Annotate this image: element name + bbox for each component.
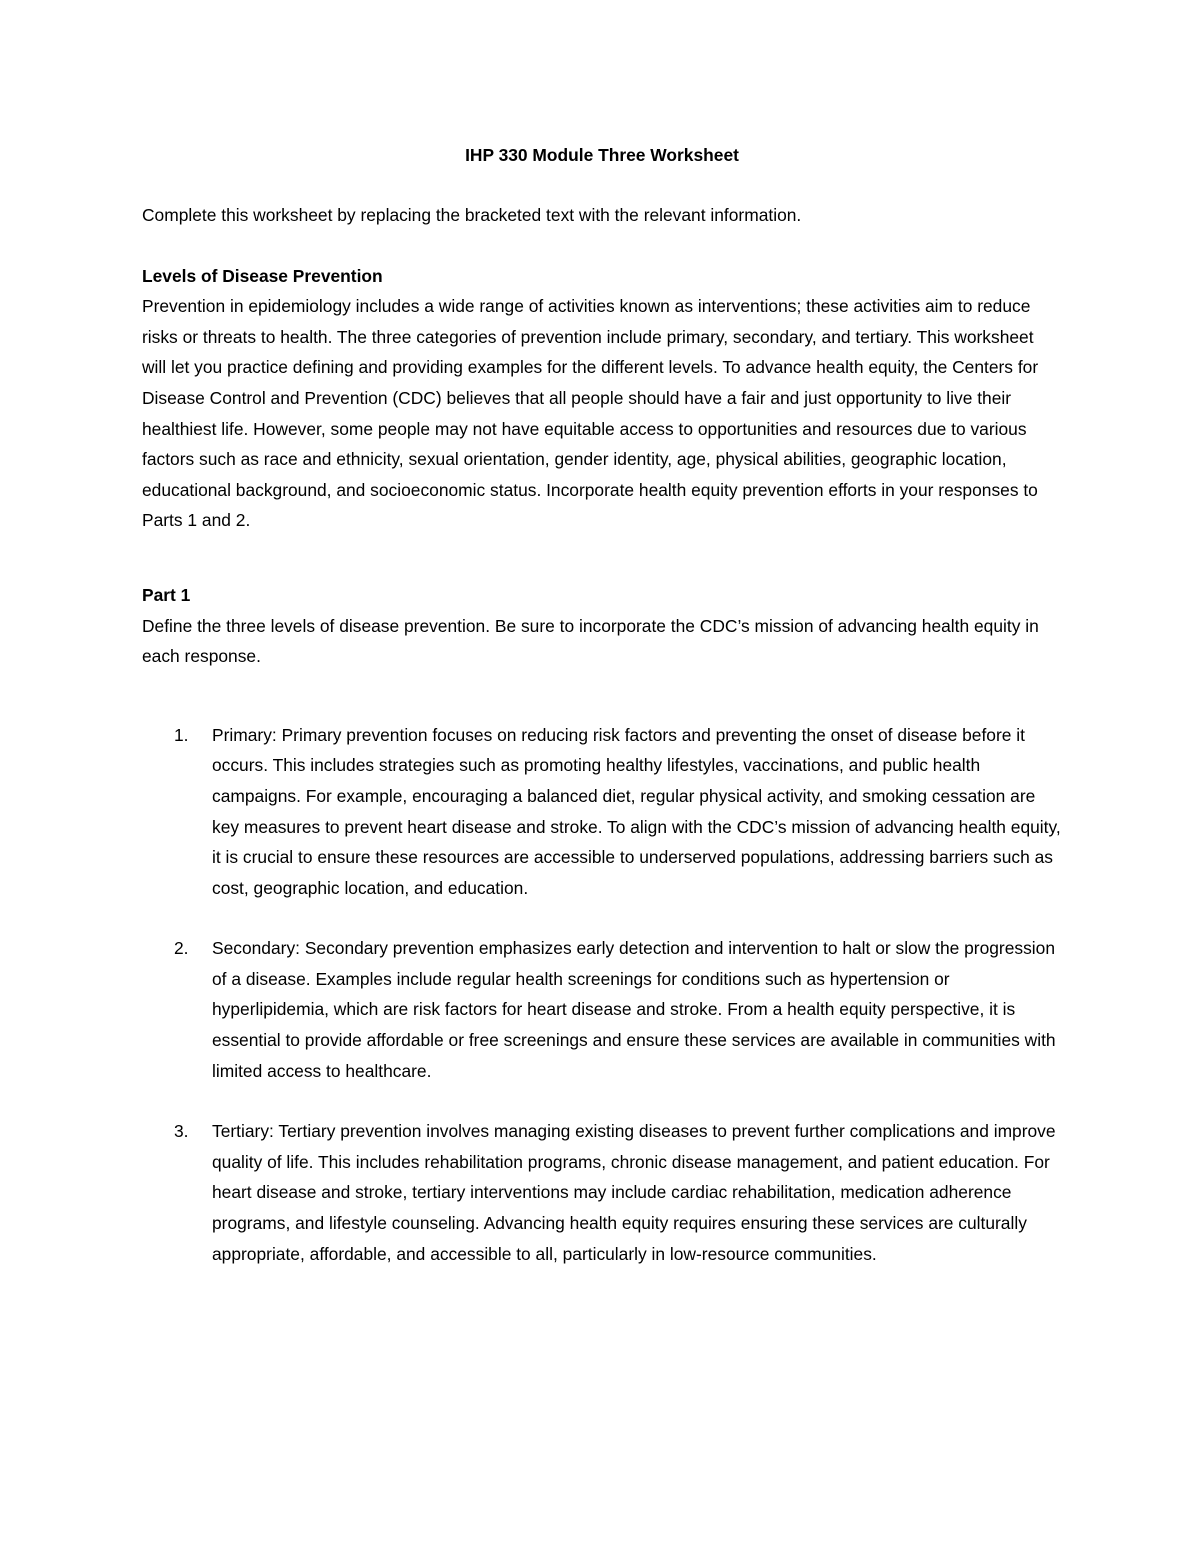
section-intro-text: Prevention in epidemiology includes a wide range of activities known as interventions; these activities aim to reduce risks or threats to health. The three categories of prevention include primary, secondary, and tertiary. This worksheet will let you practice defining and providing examples for the different levels. To advance health equity, the Centers for Disease Control and Prevention (CDC) believes that all people should have a fair and just opportunity to live their healthiest life. However, some people may not have equitable access to opportunities and resources due to various factors such as race and ethnicity, sexual orientation, gender identity, age, physical abilities, geographic location, educational background, and socioeconomic status. Incorporate health equity prevention efforts in your responses to Parts 1 and 2.: [142, 296, 1039, 531]
document-title: IHP 330 Module Three Worksheet: [465, 145, 739, 165]
list-item-text: Primary prevention focuses on reducing risk factors and preventing the onset of disease before it occurs. This includes strategies such as promoting healthy lifestyles, vaccinations, and public health campaigns. For example, encouraging a balanced diet, regular physical activity, and smoking cessation are key measures to prevent heart disease and stroke. To align with the CDC’s mission of advancing health equity, it is crucial to ensure these resources are accessible to underserved populations, addressing barriers such as cost, geographic location, and education.: [212, 724, 1061, 898]
part-1-prompt: Define the three levels of disease prevention. Be sure to incorporate the CDC’s mission of advancing health equity in each response.: [142, 615, 1039, 667]
list-item-number: 1.: [174, 724, 189, 745]
list-item-number: 3.: [174, 1121, 189, 1142]
list-item-term: Secondary:: [212, 938, 300, 959]
list-item-primary: [142, 720, 1062, 904]
instructions-text: Complete this worksheet by replacing the bracketed text with the relevant information.: [142, 205, 802, 225]
list-item-number: 2.: [174, 938, 189, 959]
prevention-levels-list: [142, 720, 1062, 1270]
list-item-term: Primary:: [212, 724, 277, 745]
part-1-heading: Part 1: [142, 584, 191, 605]
list-item-text: Tertiary prevention involves managing existing diseases to prevent further complications and improve quality of life. This includes rehabilitation programs, chronic disease management, and patient education. For heart disease and stroke, tertiary interventions may include cardiac rehabilitation, medication adherence programs, and lifestyle counseling. Advancing health equity requires ensuring these services are culturally appropriate, affordable, and accessible to all, particularly in low-resource communities.: [212, 1121, 1056, 1264]
section-heading: Levels of Disease Prevention: [142, 265, 383, 286]
list-item-secondary: [142, 933, 1062, 1086]
list-item-text: Secondary prevention emphasizes early detection and intervention to halt or slow the progression of a disease. Examples include regular health screenings for conditions such as hypertension or hyperlipidemia, which are risk factors for heart disease and stroke. From a health equity perspective, it is essential to provide affordable or free screenings and ensure these services are available in communities with limited access to healthcare.: [212, 938, 1056, 1081]
document-content: [142, 140, 1062, 1299]
list-item-term: Tertiary:: [212, 1121, 274, 1142]
list-item-tertiary: [142, 1116, 1062, 1269]
